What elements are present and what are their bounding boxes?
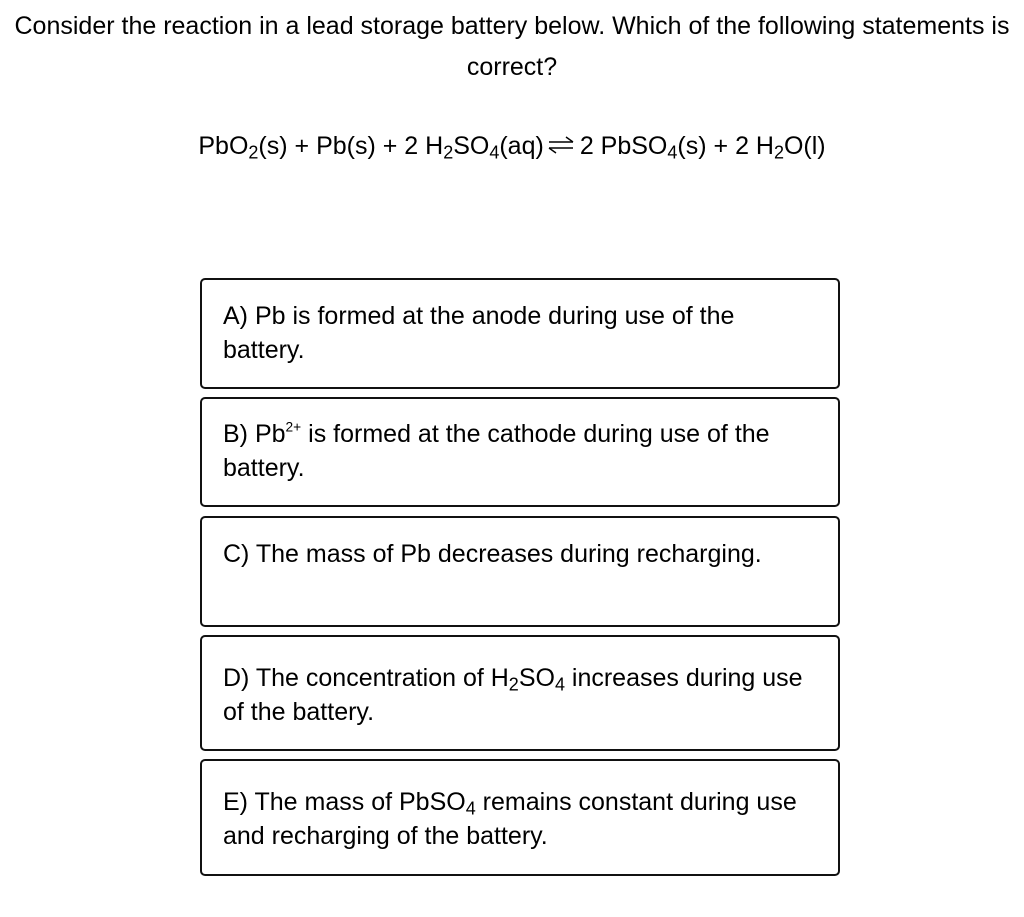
reactant-pb: Pb(s) [316,132,376,160]
option-b-text: B) $Pb^{2+}$ is formed at the cathode during use of the battery. [223,419,770,482]
reactant-h2so4: 2 $H_2SO_4(aq)$ [404,132,544,163]
reaction-equation [0,128,1024,164]
question-text: Consider the reaction in a lead storage battery below. Which of the following statements is correct? [14,12,1010,81]
option-c[interactable] [200,516,840,627]
option-e-text: E) The mass of PbSO$_4$ remains constant during use and recharging of the battery. [223,788,797,850]
option-b[interactable] [200,397,840,507]
answer-options [200,278,840,884]
product-pbso4: 2 PbSO$_4$(s) [579,132,707,163]
equilibrium-arrow-icon [548,135,574,155]
product-h2o: 2 $H_2O(l)$ [735,132,826,163]
reactant-pbo2: PbO$_2$(s) [198,132,288,163]
option-c-text: C) The mass of Pb decreases during recharging. [223,540,762,568]
plus-sign: + [706,132,736,160]
option-e[interactable] [200,759,840,876]
option-d-text: D) The concentration of $H_2SO_4$ increases during use of the battery. [223,664,803,726]
option-d[interactable] [200,635,840,751]
option-a-text: A) Pb is formed at the anode during use of the battery. [223,302,735,364]
plus-sign: + [375,132,405,160]
plus-sign: + [287,132,317,160]
option-a[interactable] [200,278,840,389]
